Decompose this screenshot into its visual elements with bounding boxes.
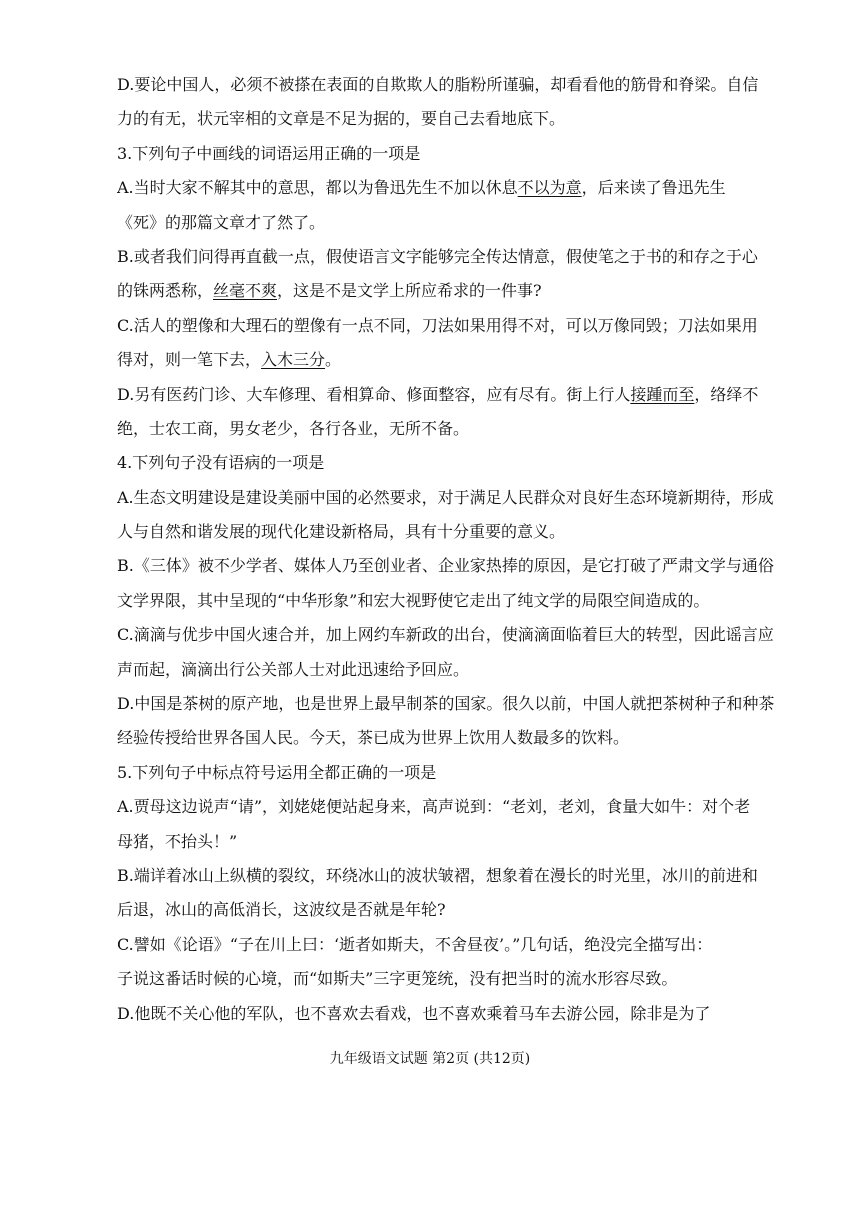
q3-option-a-line-1 [117, 171, 787, 205]
page-content [117, 68, 787, 1031]
q3-option-b-line-2 [117, 274, 787, 308]
q4-option-a-line-2: 人与自然和谐发展的现代化建设新格局，具有十分重要的意义。 [117, 522, 566, 542]
q3-option-c-text-pre: 得对，则一笔下去， [117, 350, 262, 370]
q3-option-b-text-pre: 的铢两悉称， [117, 281, 214, 301]
q4-option-b-line-2: 文学界限，其中呈现的“中华形象”和宏大视野使它走出了纯文学的局限空间造成的。 [117, 590, 710, 610]
q3-option-c-underlined-term: 入木三分 [261, 350, 326, 370]
q5-option-c-line-2: 子说这番话时候的心境，而“如斯夫”三字更笼统，没有把当时的流水形容尽致。 [117, 969, 678, 989]
q3-option-a-text-pre: A.当时大家不解其中的意思，都以为鲁迅先生不加以休息 [117, 178, 518, 198]
q4-option-a-line-1: A.生态文明建设是建设美丽中国的必然要求，对于满足人民群众对良好生态环境新期待，形成 [117, 487, 774, 507]
q3-option-b-underlined-term: 丝毫不爽 [213, 281, 278, 301]
q3-option-d-text-post: ，络绎不 [694, 384, 759, 404]
page-footer: 九年级语文试题 第2页 (共12页) [329, 1051, 531, 1067]
q2-option-d-line-2: 力的有无，状元宰相的文章是不足为据的，要自己去看地底下。 [117, 109, 566, 129]
q5-option-d-line-1: D.他既不关心他的军队，也不喜欢去看戏，也不喜欢乘着马车去游公园，除非是为了 [117, 1003, 711, 1023]
q3-option-b-text-post: ，这是不是文学上所应希求的一件事? [277, 281, 542, 301]
q3-option-b-line-1: B.或者我们问得再直截一点，假使语言文字能够完全传达情意，假使笔之于书的和存之于心 [117, 246, 758, 266]
q4-stem: 4.下列句子没有语病的一项是 [117, 453, 325, 473]
q3-option-c-line-2 [117, 343, 787, 377]
q5-option-a-line-1: A.贾母这边说声“请”，刘姥姥便站起身来，高声说到：“老刘，老刘，食量大如牛：对个老 [117, 797, 751, 817]
q5-option-a-line-2: 母猪，不抬头！” [117, 831, 238, 851]
q4-option-d-line-2: 经验传授给世界各国人民。今天，茶已成为世界上饮用人数最多的饮料。 [117, 728, 630, 748]
q5-option-c-line-1: C.譬如《论语》“子在川上曰：‘逝者如斯夫，不舍昼夜’。”几句话，绝没完全描写出： [117, 934, 713, 954]
q5-option-b-line-1: B.端详着冰山上纵横的裂纹，环绕冰山的波状皱褶，想象着在漫长的时光里，冰川的前进和 [117, 865, 758, 885]
q2-option-d-line-1: D.要论中国人，必须不被搽在表面的自欺欺人的脂粉所谨骗，却看看他的筋骨和脊梁。自信 [117, 75, 759, 94]
q3-stem: 3.下列句子中画线的词语运用正确的一项是 [117, 143, 421, 163]
q5-option-b-line-2: 后退，冰山的高低消长，这波纹是否就是年轮? [117, 900, 446, 920]
q4-option-d-line-1: D.中国是茶树的原产地，也是世界上最早制茶的国家。很久以前，中国人就把茶树种子和种茶 [117, 694, 775, 714]
q3-option-d-text-pre: D.另有医药门诊、大车修理、看相算命、修面整容，应有尽有。街上行人 [117, 384, 631, 404]
q3-option-d-underlined-term: 接踵而至 [630, 384, 695, 404]
q3-option-c-line-1: C.活人的塑像和大理石的塑像有一点不同，刀法如果用得不对，可以万像同毁；刀法如果用 [117, 315, 758, 335]
q3-option-a-underlined-term: 不以为意 [517, 178, 582, 198]
q3-option-d-line-2: 绝，士农工商，男女老少，各行各业，无所不备。 [117, 418, 470, 438]
q3-option-c-text-post: 。 [325, 350, 342, 370]
q4-option-b-line-1: B.《三体》被不少学者、媒体人乃至创业者、企业家热捧的原因，是它打破了严肃文学与通俗 [117, 556, 774, 576]
q3-option-a-line-2: 《死》的那篇文章才了然了。 [117, 212, 326, 232]
q4-option-c-line-1: C.滴滴与优步中国火速合并，加上网约车新政的出台，使滴滴面临着巨大的转型，因此谣言应 [117, 625, 774, 645]
q3-option-d-line-1 [117, 378, 787, 412]
q5-stem: 5.下列句子中标点符号运用全都正确的一项是 [117, 762, 437, 782]
q3-option-a-text-post: ，后来读了鲁迅先生 [581, 178, 726, 198]
q4-option-c-line-2: 声而起，滴滴出行公关部人士对此迅速给予回应。 [117, 659, 470, 679]
